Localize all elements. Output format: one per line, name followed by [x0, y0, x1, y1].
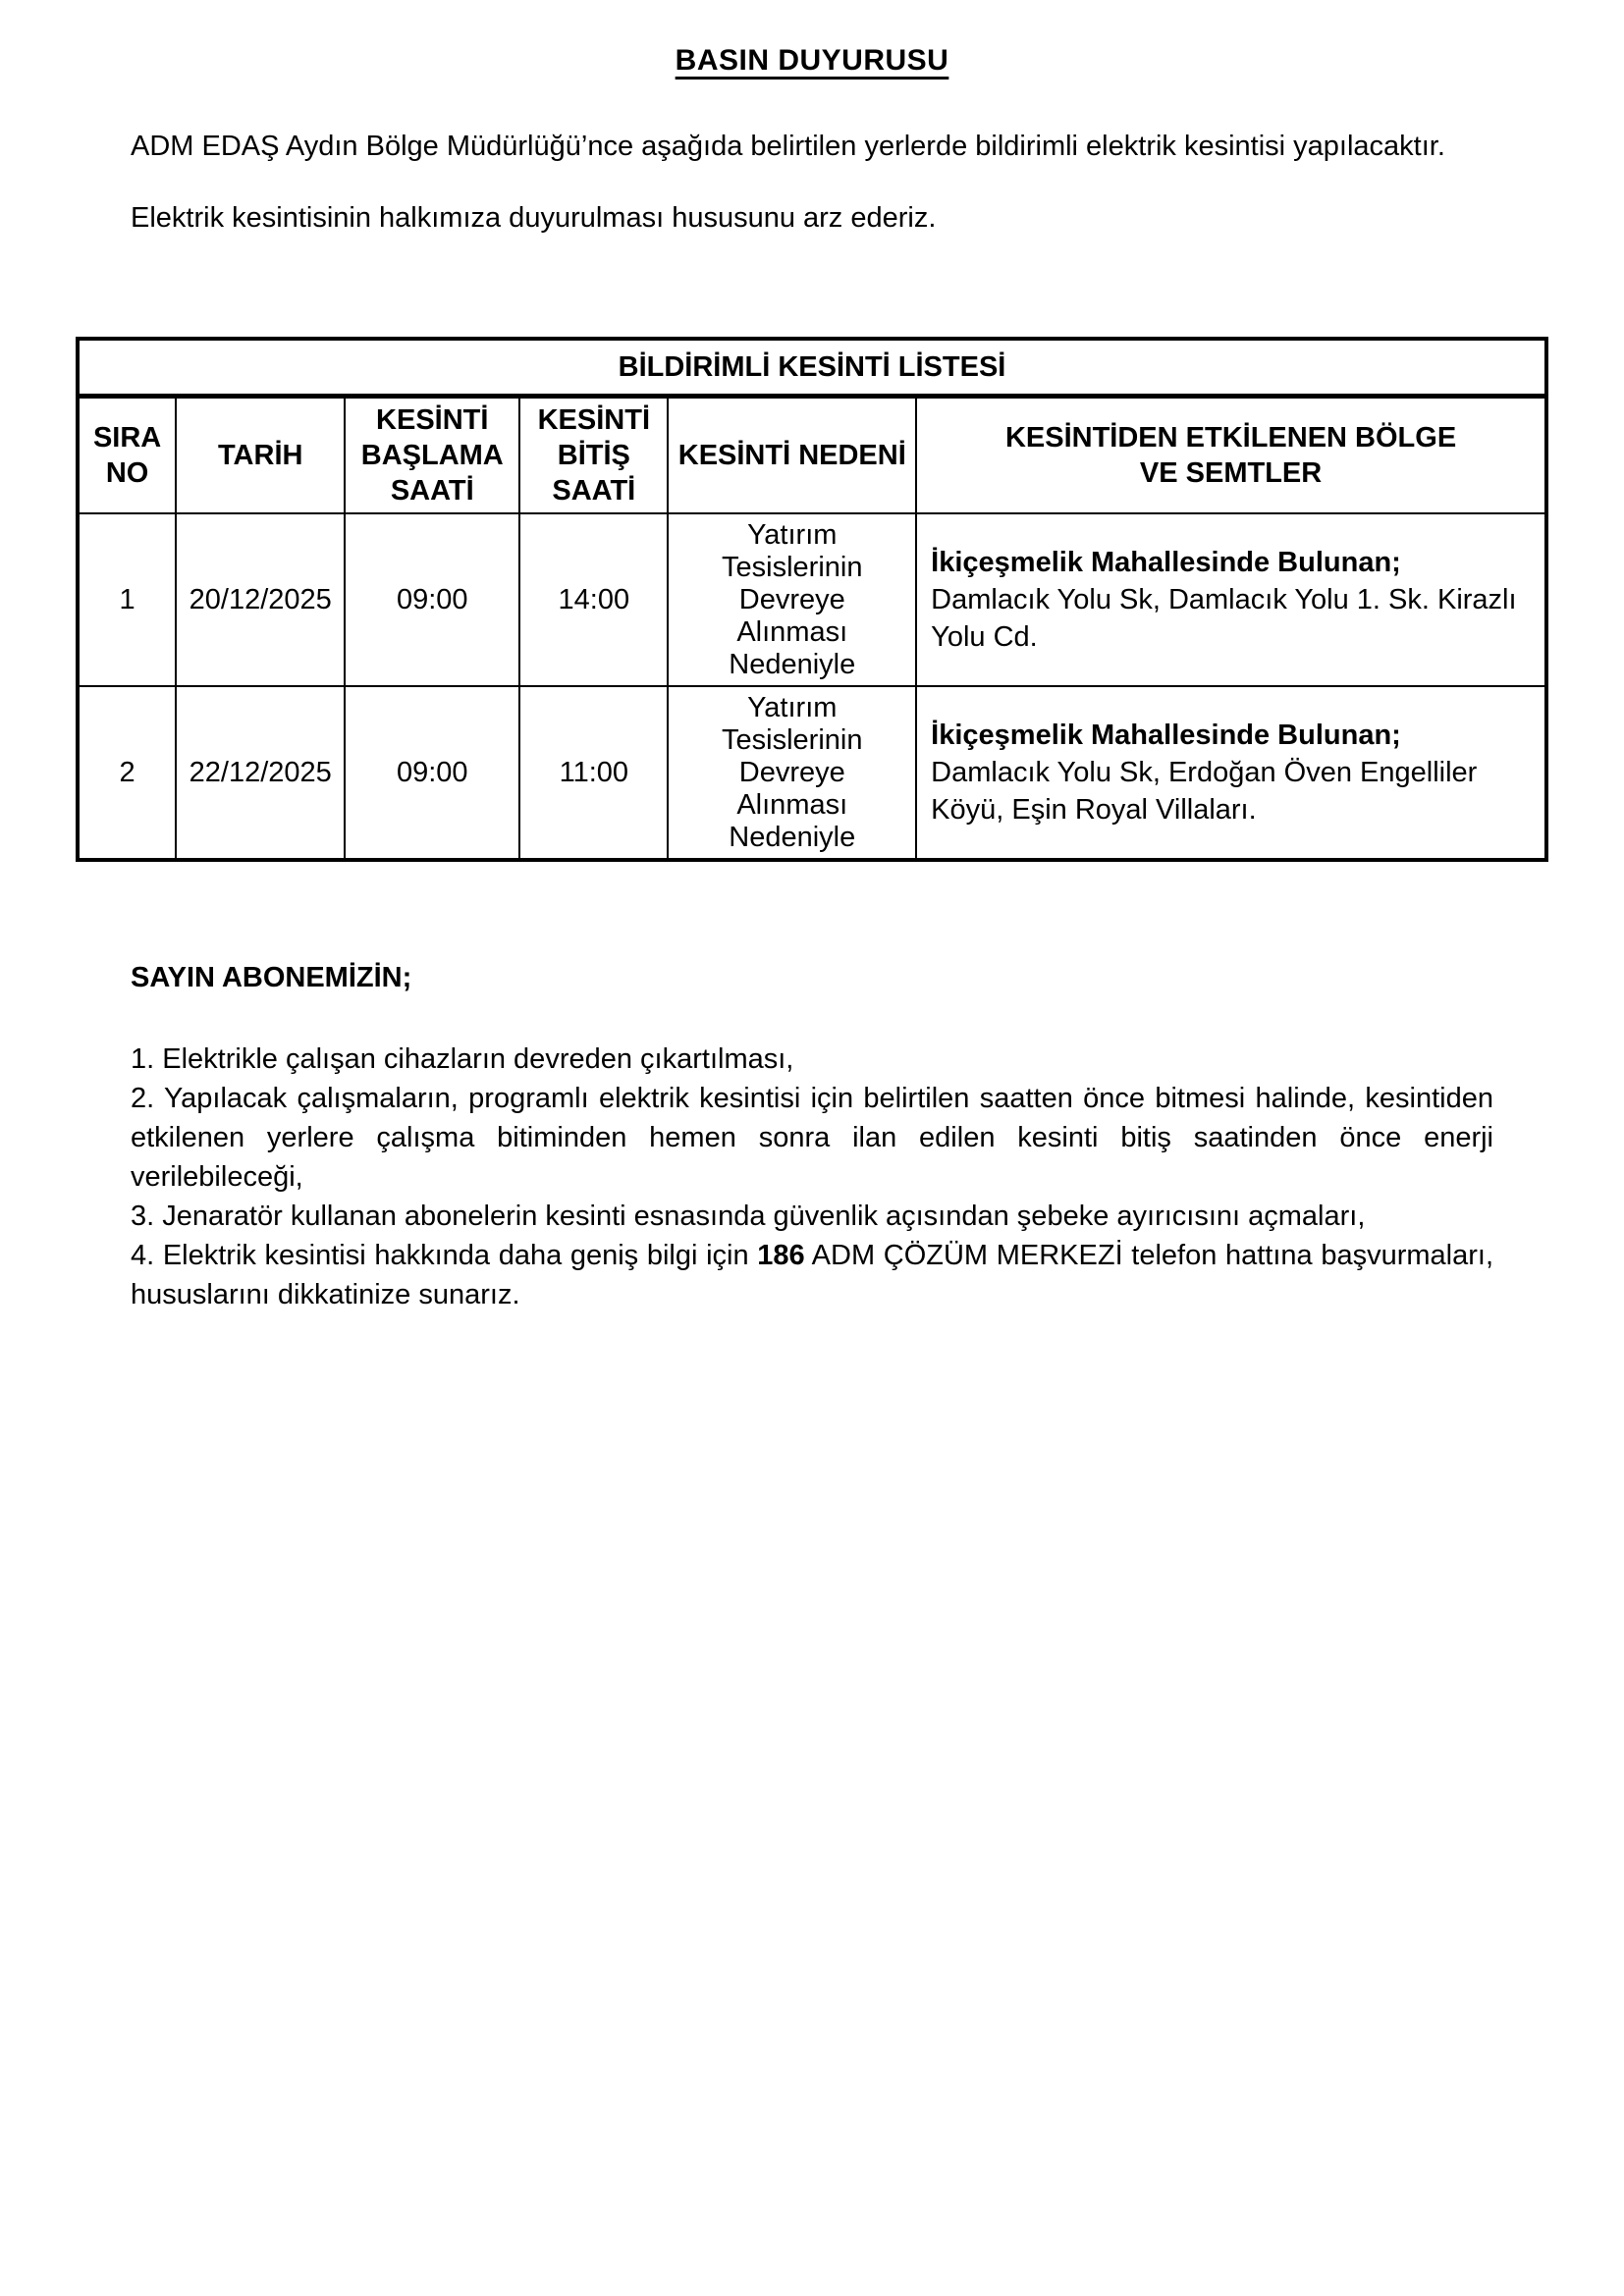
header-bitis-saati: KESİNTİ BİTİŞ SAATİ — [519, 397, 668, 514]
notice-item-4-prefix: 4. Elektrik kesintisi hakkında daha geniş bilgi için — [131, 1240, 758, 1271]
header-baslama-saati: KESİNTİ BAŞLAMA SAATİ — [345, 397, 519, 514]
header-neden: KESİNTİ NEDENİ — [668, 397, 916, 514]
outage-table-container — [76, 337, 1548, 862]
cell-bitis-saati: 14:00 — [519, 513, 668, 686]
table-title: BİLDİRİMLİ KESİNTİ LİSTESİ — [78, 339, 1546, 397]
notice-list — [131, 1040, 1493, 1314]
cell-bitis-saati: 11:00 — [519, 686, 668, 860]
cell-sira-no: 1 — [78, 513, 176, 686]
notice-item-4-phone: 186 — [757, 1240, 805, 1271]
bolge-street-list: Damlacık Yolu Sk, Damlacık Yolu 1. Sk. Kirazlı Yolu Cd. — [931, 584, 1517, 653]
bolge-mahalle-title: İkiçeşmelik Mahallesinde Bulunan; — [931, 720, 1401, 751]
intro-paragraph: ADM EDAŞ Aydın Bölge Müdürlüğü’nce aşağıda belirtilen yerlerde bildirimli elektrik kesintisi yapılacaktır. — [131, 131, 1445, 162]
bolge-street-list: Damlacık Yolu Sk, Erdoğan Öven Engelliler Köyü, Eşin Royal Villaları. — [931, 757, 1478, 826]
header-sira-no: SIRA NO — [78, 397, 176, 514]
table-row — [78, 513, 1546, 686]
outage-table — [76, 337, 1548, 862]
header-bolge — [916, 397, 1546, 514]
notice-item-2: 2. Yapılacak çalışmaların, programlı elektrik kesintisi için belirtilen saatten önce bitmesi halinde, kesintiden etkilenen yerlere çalışma bitiminden hemen sonra ilan edilen kesinti bitiş saatinden önce enerji verilebileceği, — [131, 1083, 1493, 1193]
table-title-row — [78, 339, 1546, 397]
bolge-mahalle-title: İkiçeşmelik Mahallesinde Bulunan; — [931, 547, 1401, 578]
cell-bolge — [916, 686, 1546, 860]
header-tarih: TARİH — [176, 397, 345, 514]
table-header-row — [78, 397, 1546, 514]
document-title — [0, 0, 1624, 78]
subscribers-heading: SAYIN ABONEMİZİN; — [131, 962, 412, 993]
notice-item-1: 1. Elektrikle çalışan cihazların devreden çıkartılması, — [131, 1043, 794, 1075]
cell-bolge — [916, 513, 1546, 686]
notice-item-3: 3. Jenaratör kullanan abonelerin kesinti esnasında güvenlik açısından şebeke ayırıcısını açmaları, — [131, 1201, 1366, 1232]
cell-baslama-saati: 09:00 — [345, 513, 519, 686]
cell-baslama-saati: 09:00 — [345, 686, 519, 860]
cell-tarih: 20/12/2025 — [176, 513, 345, 686]
notice-item-4-suffix: ADM ÇÖZÜM MERKEZİ telefon hattına başvurmaları, hususlarını dikkatinize sunarız. — [131, 1240, 1494, 1310]
notice-item-4 — [131, 1236, 1493, 1314]
table-row — [78, 686, 1546, 860]
cell-tarih: 22/12/2025 — [176, 686, 345, 860]
header-bolge-text: KESİNTİDEN ETKİLENEN BÖLGE VE SEMTLER — [1004, 422, 1457, 489]
announcement-paragraph: Elektrik kesintisinin halkımıza duyurulması hususunu arz ederiz. — [131, 202, 937, 234]
cell-neden: Yatırım Tesislerinin Devreye Alınması Nedeniyle — [668, 686, 916, 860]
cell-neden: Yatırım Tesislerinin Devreye Alınması Nedeniyle — [668, 513, 916, 686]
document-title-text: BASIN DUYURUSU — [675, 44, 949, 77]
cell-sira-no: 2 — [78, 686, 176, 860]
